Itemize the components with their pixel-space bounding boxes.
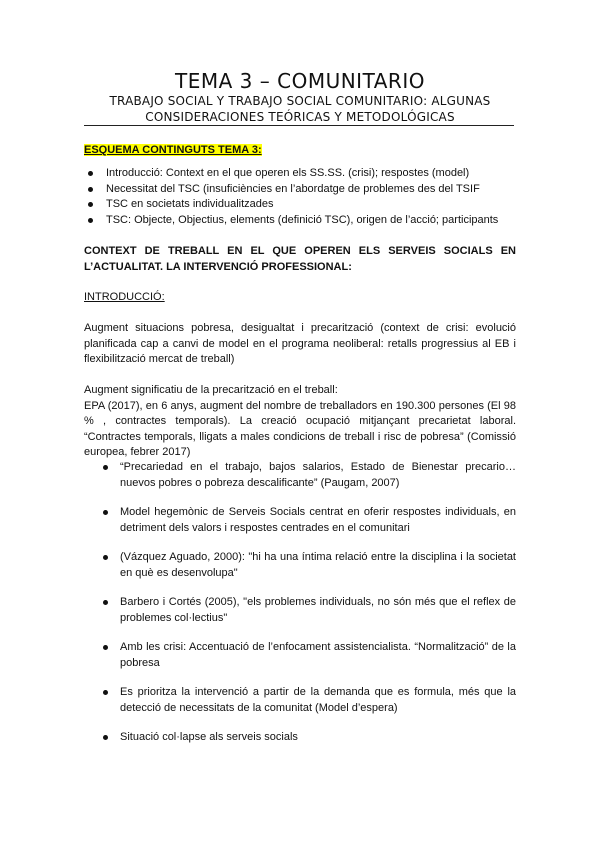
- bullet-icon: [88, 187, 93, 192]
- list-item: TSC en societats individualitzades: [84, 197, 516, 213]
- section-heading: CONTEXT DE TREBALL EN EL QUE OPEREN ELS SERVEIS SOCIALS EN L’ACTUALITAT. LA INTERVENCIÓ PROFESSIONAL:: [84, 245, 516, 273]
- list-item: Es prioritza la intervenció a partir de la demanda que es formula, més que la detecció de necessitats de la comunitat (Model d’espera): [100, 685, 516, 716]
- bullet-icon: [103, 465, 108, 470]
- bullet-icon: [103, 645, 108, 650]
- list-item: Necessitat del TSC (insuficiències en l’abordatge de problemes des del TSIF: [84, 182, 516, 198]
- list-item: TSC: Objecte, Objectius, elements (definició TSC), origen de l’acció; participants: [84, 213, 516, 229]
- bullet-icon: [103, 735, 108, 740]
- list-item: “Precariedad en el trabajo, bajos salarios, Estado de Bienestar precario… nuevos pobres o pobreza descalificante” (Paugam, 2007): [100, 460, 516, 491]
- schema-list: [84, 166, 516, 228]
- bullet-icon: [103, 690, 108, 695]
- paragraph-labour-body: EPA (2017), en 6 anys, augment del nombre de treballadors en 190.300 persones (El 98 % , contractes temporals). La creació ocupació mitjançant precarietat laboral. “Contractes temporals, lligats a males condicions de treball i risc de pobresa” (Comissió europea, febrer 2017): [84, 399, 516, 458]
- paragraph-labour-first-line: Augment significatiu de la precarització en el treball:: [84, 384, 338, 396]
- bullet-icon: [88, 171, 93, 176]
- page-title: TEMA 3 – COMUNITARIO: [175, 69, 425, 93]
- list-item: Amb les crisi: Accentuació de l’enfocament assistencialista. “Normalització” de la pobresa: [100, 640, 516, 671]
- bullet-icon: [88, 218, 93, 223]
- schema-heading: [84, 143, 516, 159]
- list-item: (Vázquez Aguado, 2000): "hi ha una íntima relació entre la disciplina i la societat en què es desenvolupa": [100, 550, 516, 581]
- paragraph-precarity: Augment situacions pobresa, desigualtat i precarització (context de crisi: evolució planificada cap a canvi de model en el programa neoliberal: retalls progressius al EB i flexibilització mercat de treball): [84, 322, 516, 365]
- page-subtitle: TRABAJO SOCIAL Y TRABAJO SOCIAL COMUNITARIO: ALGUNAS CONSIDERACIONES TEÓRICAS Y METODOLÓGICAS: [109, 94, 491, 124]
- context-bullet-list: [100, 460, 516, 760]
- bullet-icon: [88, 202, 93, 207]
- paragraph-labour: [84, 383, 516, 461]
- title-divider: [84, 125, 514, 126]
- bullet-icon: [103, 510, 108, 515]
- bullet-icon: [103, 600, 108, 605]
- list-item: Introducció: Context en el que operen els SS.SS. (crisi); respostes (model): [84, 166, 516, 182]
- schema-heading-highlight: ESQUEMA CONTINGUTS TEMA 3:: [84, 144, 262, 156]
- list-item: Situació col·lapse als serveis socials: [100, 730, 516, 746]
- bullet-icon: [103, 555, 108, 560]
- list-item: Barbero i Cortés (2005), "els problemes individuals, no són més que el reflex de problemes col·lectius": [100, 595, 516, 626]
- intro-heading: INTRODUCCIÓ:: [84, 291, 165, 303]
- list-item: Model hegemònic de Serveis Socials centrat en oferir respostes individuals, en detriment dels valors i respostes centrades en el comunitari: [100, 505, 516, 536]
